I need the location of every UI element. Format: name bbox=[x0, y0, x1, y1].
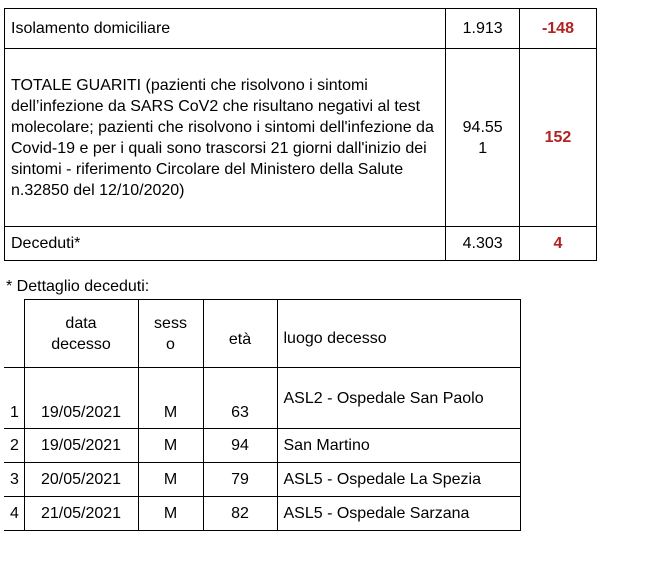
sex: M bbox=[138, 429, 203, 463]
summary-delta: -148 bbox=[519, 9, 596, 49]
summary-value: 1.913 bbox=[446, 9, 520, 49]
age: 82 bbox=[203, 497, 277, 531]
age: 79 bbox=[203, 463, 277, 497]
death-date: 20/05/2021 bbox=[24, 463, 138, 497]
row-index: 2 bbox=[4, 429, 24, 463]
place-header: luogo decesso bbox=[277, 300, 520, 368]
summary-row-guariti bbox=[5, 49, 597, 227]
row-index: 4 bbox=[4, 497, 24, 531]
death-date: 19/05/2021 bbox=[24, 368, 138, 429]
age: 94 bbox=[203, 429, 277, 463]
summary-label: Isolamento domiciliare bbox=[5, 9, 446, 49]
table-row bbox=[4, 368, 520, 429]
age-header: età bbox=[203, 300, 277, 368]
summary-label: TOTALE GUARITI (pazienti che risolvono i sintomi dell’infezione da SARS CoV2 che risultano negativi al test molecolare; pazienti che risolvono i sintomi dell'infezione da Covid-19 e per i quali sono trascorsi 21 giorni dall'inizio dei sintomi - riferimento Circolare del Ministero della Salute n.32850 del 12/10/2020) bbox=[5, 49, 446, 227]
summary-label: Deceduti* bbox=[5, 227, 446, 261]
death-place: ASL5 - Ospedale La Spezia bbox=[277, 463, 520, 497]
summary-value: 4.303 bbox=[446, 227, 520, 261]
summary-value: 94.55 1 bbox=[446, 49, 520, 227]
index-header bbox=[4, 300, 24, 368]
summary-row-deceduti bbox=[5, 227, 597, 261]
death-place: San Martino bbox=[277, 429, 520, 463]
row-index: 3 bbox=[4, 463, 24, 497]
deaths-table bbox=[4, 299, 521, 531]
sex: M bbox=[138, 497, 203, 531]
sex: M bbox=[138, 368, 203, 429]
death-date: 21/05/2021 bbox=[24, 497, 138, 531]
summary-delta: 4 bbox=[519, 227, 596, 261]
sex: M bbox=[138, 463, 203, 497]
row-index: 1 bbox=[4, 368, 24, 429]
summary-table bbox=[4, 8, 597, 261]
sex-header: sess o bbox=[138, 300, 203, 368]
deaths-footnote: * Dettaglio deceduti: bbox=[6, 278, 150, 295]
date-header: data decesso bbox=[24, 300, 138, 368]
table-row bbox=[4, 429, 520, 463]
death-place: ASL2 - Ospedale San Paolo bbox=[277, 368, 520, 429]
age: 63 bbox=[203, 368, 277, 429]
summary-delta: 152 bbox=[519, 49, 596, 227]
table-row bbox=[4, 463, 520, 497]
deaths-header-row bbox=[4, 300, 520, 368]
death-place: ASL5 - Ospedale Sarzana bbox=[277, 497, 520, 531]
summary-row-isolamento bbox=[5, 9, 597, 49]
table-row bbox=[4, 497, 520, 531]
death-date: 19/05/2021 bbox=[24, 429, 138, 463]
